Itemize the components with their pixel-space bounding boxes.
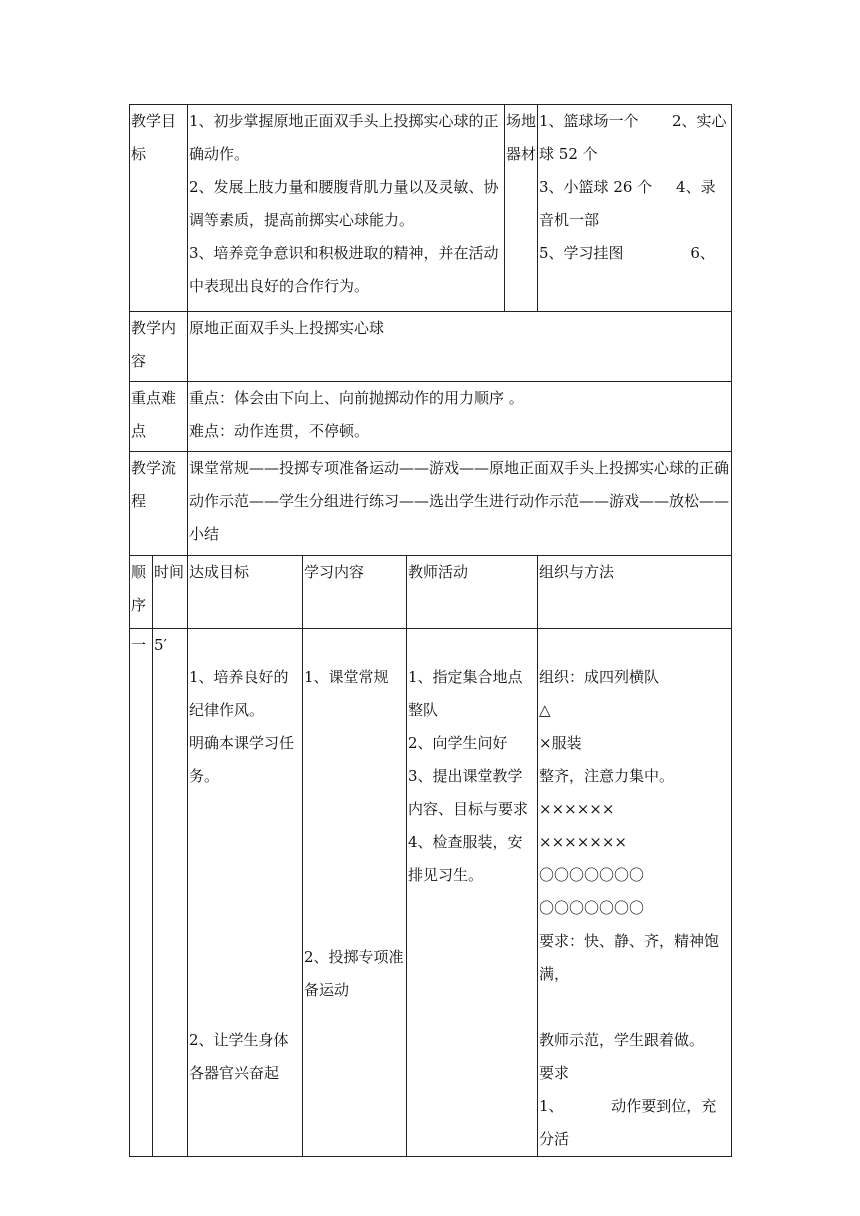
org-line-10: 教师示范，学生跟着做。 bbox=[539, 1031, 705, 1049]
header-time: 时间 bbox=[153, 556, 188, 629]
header-goal: 达成目标 bbox=[188, 556, 303, 629]
equipment-cell bbox=[538, 105, 732, 312]
equipment-item-1a: 1、篮球场一个 bbox=[539, 112, 639, 130]
flow-row bbox=[130, 452, 732, 556]
equipment-item-2a: 3、小篮球 26 个 bbox=[539, 178, 653, 196]
keypoint-difficulty: 难点：动作连贯，不停顿。 bbox=[189, 422, 370, 440]
keypoints-row bbox=[130, 382, 732, 452]
goal-row bbox=[130, 105, 732, 312]
org-line-2: △ bbox=[539, 701, 551, 719]
equipment-item-3b: 6、 bbox=[690, 244, 715, 262]
flow-label: 教学流程 bbox=[130, 452, 188, 556]
equipment-item-2 bbox=[539, 171, 730, 237]
org-line-12 bbox=[539, 1090, 730, 1156]
org-line-7: 〇〇〇〇〇〇〇 bbox=[539, 866, 645, 884]
org-line-5: ×××××× bbox=[539, 800, 615, 818]
content-cell: 原地正面双手头上投掷实心球 bbox=[188, 312, 732, 382]
step-order: 一 bbox=[130, 629, 153, 1157]
equipment-item-3a: 5、学习挂图 bbox=[539, 244, 624, 262]
org-line-12-num: 1、 bbox=[539, 1097, 564, 1115]
org-line-8: 〇〇〇〇〇〇〇 bbox=[539, 899, 645, 917]
header-org: 组织与方法 bbox=[538, 556, 732, 629]
org-line-9: 要求：快、静、齐，精神饱满， bbox=[539, 932, 720, 983]
step-org bbox=[538, 629, 732, 1157]
goal-cell bbox=[188, 105, 505, 312]
org-line-4: 整齐，注意力集中。 bbox=[539, 767, 675, 785]
content-label: 教学内容 bbox=[130, 312, 188, 382]
content-row bbox=[130, 312, 732, 382]
step-time: 5′ bbox=[153, 629, 188, 1157]
org-line-11: 要求 bbox=[539, 1064, 570, 1082]
goal-line-3: 3、培养竞争意识和积极进取的精神，并在活动中表现出良好的合作行为。 bbox=[189, 244, 499, 295]
keypoints-label: 重点难点 bbox=[130, 382, 188, 452]
step-teacher bbox=[407, 629, 538, 1157]
goal-line-2: 2、发展上肢力量和腰腹背肌力量以及灵敏、协调等素质，提高前掷实心球能力。 bbox=[189, 178, 499, 229]
equipment-item-2b: 4、录音机一部 bbox=[539, 178, 716, 229]
header-teacher: 教师活动 bbox=[407, 556, 538, 629]
step-content bbox=[303, 629, 407, 1157]
header-order: 顺序 bbox=[130, 556, 153, 629]
org-line-3: ×服装 bbox=[539, 734, 582, 752]
teacher-activity-1: 1、指定集合地点整队 bbox=[408, 668, 523, 719]
step-goal-1: 1、培养良好的纪律作风。 bbox=[189, 668, 289, 719]
equipment-item-3 bbox=[539, 237, 730, 270]
teacher-activity-2: 2、向学生问好 bbox=[408, 734, 508, 752]
header-row bbox=[130, 556, 732, 629]
flow-cell: 课堂常规——投掷专项准备运动——游戏——原地正面双手头上投掷实心球的正确动作示范——学生分组进行练习——选出学生进行动作示范——游戏——放松——小结 bbox=[188, 452, 732, 556]
org-line-12-text: 动作要到位，充分活 bbox=[539, 1097, 717, 1148]
header-content: 学习内容 bbox=[303, 556, 407, 629]
step-content-2: 2、投掷专项准备运动 bbox=[304, 948, 404, 999]
step-goal-2: 2、让学生身体各器官兴奋起 bbox=[189, 1031, 289, 1082]
step-goal-1b: 明确本课学习任务。 bbox=[189, 734, 295, 785]
equipment-label: 场地器材 bbox=[505, 105, 538, 312]
org-line-6: ××××××× bbox=[539, 833, 627, 851]
lesson-plan-table bbox=[129, 104, 732, 1157]
teacher-activity-4: 4、检查服装，安排见习生。 bbox=[408, 833, 523, 884]
org-line-1: 组织：成四列横队 bbox=[539, 668, 660, 686]
keypoints-cell bbox=[188, 382, 732, 452]
step-content-1: 1、课堂常规 bbox=[304, 668, 389, 686]
goal-label: 教学目标 bbox=[130, 105, 188, 312]
teacher-activity-3: 3、提出课堂教学内容、目标与要求 bbox=[408, 767, 529, 818]
step-row-1 bbox=[130, 629, 732, 1157]
equipment-item-1 bbox=[539, 105, 730, 171]
equipment-item-1b: 2、实心球 52 个 bbox=[539, 112, 727, 163]
step-goal bbox=[188, 629, 303, 1157]
goal-line-1: 1、初步掌握原地正面双手头上投掷实心球的正确动作。 bbox=[189, 112, 499, 163]
keypoint-focus: 重点：体会由下向上、向前抛掷动作的用力顺序 。 bbox=[189, 389, 524, 407]
